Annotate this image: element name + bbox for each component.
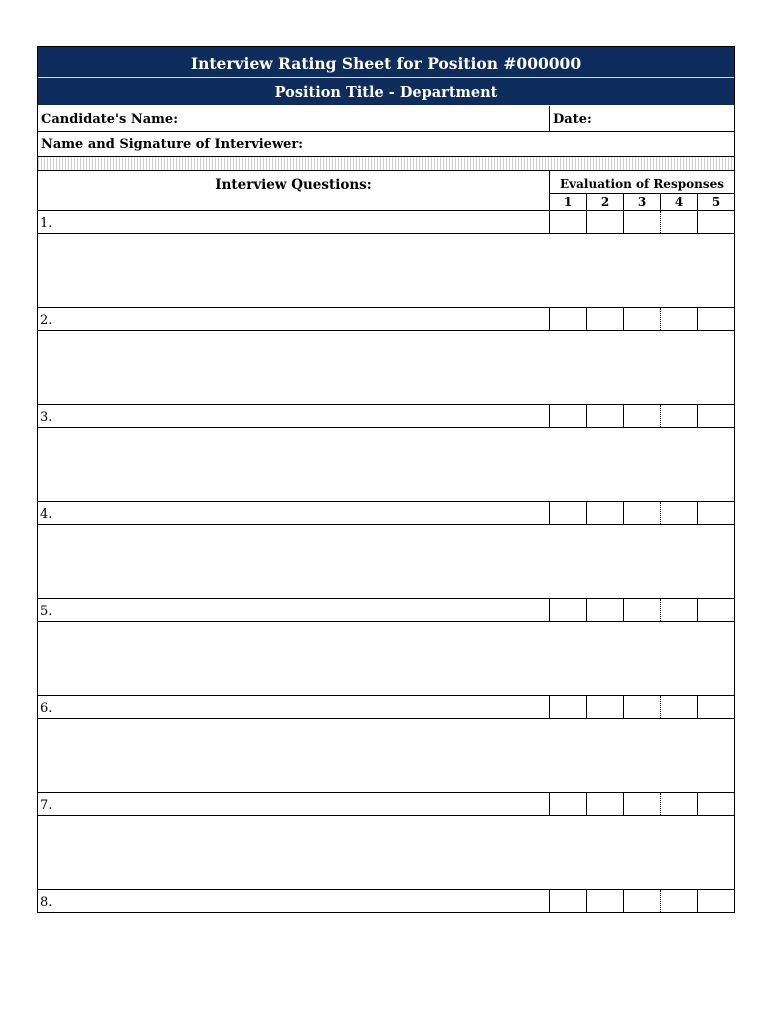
score-cell-3[interactable] bbox=[623, 211, 660, 233]
questions-list bbox=[38, 211, 734, 913]
question-row bbox=[38, 696, 734, 719]
question-row bbox=[38, 502, 734, 525]
question-row bbox=[38, 405, 734, 428]
score-cells bbox=[549, 696, 734, 718]
answer-area[interactable] bbox=[38, 719, 734, 793]
score-cell-4[interactable] bbox=[660, 405, 697, 427]
score-cell-2[interactable] bbox=[586, 502, 623, 524]
answer-area[interactable] bbox=[38, 234, 734, 308]
score-cell-2[interactable] bbox=[586, 890, 623, 912]
score-cell-3[interactable] bbox=[623, 502, 660, 524]
score-cell-5[interactable] bbox=[697, 793, 734, 815]
interviewer-label: Name and Signature of Interviewer: bbox=[41, 137, 304, 152]
title-bar bbox=[38, 47, 734, 106]
score-cells bbox=[549, 890, 734, 912]
score-cell-1[interactable] bbox=[550, 308, 586, 330]
evaluation-header bbox=[549, 171, 734, 210]
score-cell-5[interactable] bbox=[697, 211, 734, 233]
rating-sheet bbox=[37, 46, 735, 913]
score-cell-2[interactable] bbox=[586, 599, 623, 621]
score-cell-2[interactable] bbox=[586, 308, 623, 330]
score-cell-4[interactable] bbox=[660, 308, 697, 330]
candidate-row bbox=[38, 106, 734, 132]
question-number: 4. bbox=[40, 507, 53, 522]
score-cells bbox=[549, 211, 734, 233]
sheet-subtitle: Position Title - Department bbox=[274, 84, 498, 101]
score-2: 2 bbox=[586, 194, 623, 211]
question-row bbox=[38, 211, 734, 234]
answer-area[interactable] bbox=[38, 428, 734, 502]
answer-area[interactable] bbox=[38, 331, 734, 405]
score-cell-4[interactable] bbox=[660, 599, 697, 621]
score-cell-5[interactable] bbox=[697, 502, 734, 524]
score-1: 1 bbox=[563, 195, 573, 209]
score-cell-4[interactable] bbox=[660, 211, 697, 233]
date-label: Date: bbox=[553, 112, 592, 127]
question-row bbox=[38, 890, 734, 913]
score-cell-1[interactable] bbox=[550, 502, 586, 524]
question-number: 5. bbox=[40, 604, 53, 619]
question-number: 7. bbox=[40, 798, 53, 813]
score-cell-1[interactable] bbox=[550, 696, 586, 718]
score-cell-3[interactable] bbox=[623, 405, 660, 427]
score-cell-5[interactable] bbox=[697, 405, 734, 427]
score-cell-1[interactable] bbox=[550, 211, 586, 233]
question-row bbox=[38, 308, 734, 331]
score-cell-3[interactable] bbox=[623, 890, 660, 912]
question-row bbox=[38, 793, 734, 816]
score-cell-5[interactable] bbox=[697, 308, 734, 330]
score-cell-3[interactable] bbox=[623, 793, 660, 815]
score-cell-1[interactable] bbox=[550, 793, 586, 815]
score-cell-5[interactable] bbox=[697, 599, 734, 621]
score-cells bbox=[549, 502, 734, 524]
answer-area[interactable] bbox=[38, 622, 734, 696]
score-cell-1[interactable] bbox=[550, 890, 586, 912]
score-4: 4 bbox=[660, 194, 697, 211]
score-cell-5[interactable] bbox=[697, 696, 734, 718]
question-number: 8. bbox=[40, 895, 53, 910]
sheet-title: Interview Rating Sheet for Position #000000 bbox=[38, 47, 734, 78]
score-cell-2[interactable] bbox=[586, 696, 623, 718]
score-cell-5[interactable] bbox=[697, 890, 734, 912]
score-cell-3[interactable] bbox=[623, 308, 660, 330]
answer-area[interactable] bbox=[38, 816, 734, 890]
score-cell-2[interactable] bbox=[586, 211, 623, 233]
score-cell-4[interactable] bbox=[660, 793, 697, 815]
question-number: 1. bbox=[40, 216, 53, 231]
score-cell-4[interactable] bbox=[660, 890, 697, 912]
question-number: 2. bbox=[40, 313, 53, 328]
separator-band bbox=[38, 157, 734, 171]
score-cell-4[interactable] bbox=[660, 502, 697, 524]
question-number: 6. bbox=[40, 701, 53, 716]
question-row bbox=[38, 599, 734, 622]
questions-header: Interview Questions: bbox=[215, 177, 372, 193]
score-3: 3 bbox=[623, 194, 660, 211]
score-cell-4[interactable] bbox=[660, 696, 697, 718]
score-cell-2[interactable] bbox=[586, 793, 623, 815]
score-cell-2[interactable] bbox=[586, 405, 623, 427]
score-cells bbox=[549, 599, 734, 621]
score-numbers bbox=[550, 194, 734, 211]
score-cell-3[interactable] bbox=[623, 696, 660, 718]
answer-area[interactable] bbox=[38, 525, 734, 599]
score-5: 5 bbox=[697, 194, 734, 211]
score-cell-3[interactable] bbox=[623, 599, 660, 621]
interviewer-row[interactable] bbox=[38, 132, 734, 157]
candidate-name-label: Candidate's Name: bbox=[41, 112, 178, 127]
date-field[interactable] bbox=[549, 106, 592, 131]
score-cell-1[interactable] bbox=[550, 405, 586, 427]
score-cell-1[interactable] bbox=[550, 599, 586, 621]
score-cells bbox=[549, 405, 734, 427]
score-cells bbox=[549, 308, 734, 330]
question-number: 3. bbox=[40, 410, 53, 425]
evaluation-title: Evaluation of Responses bbox=[550, 171, 734, 194]
score-cells bbox=[549, 793, 734, 815]
questions-header-row bbox=[38, 171, 734, 211]
